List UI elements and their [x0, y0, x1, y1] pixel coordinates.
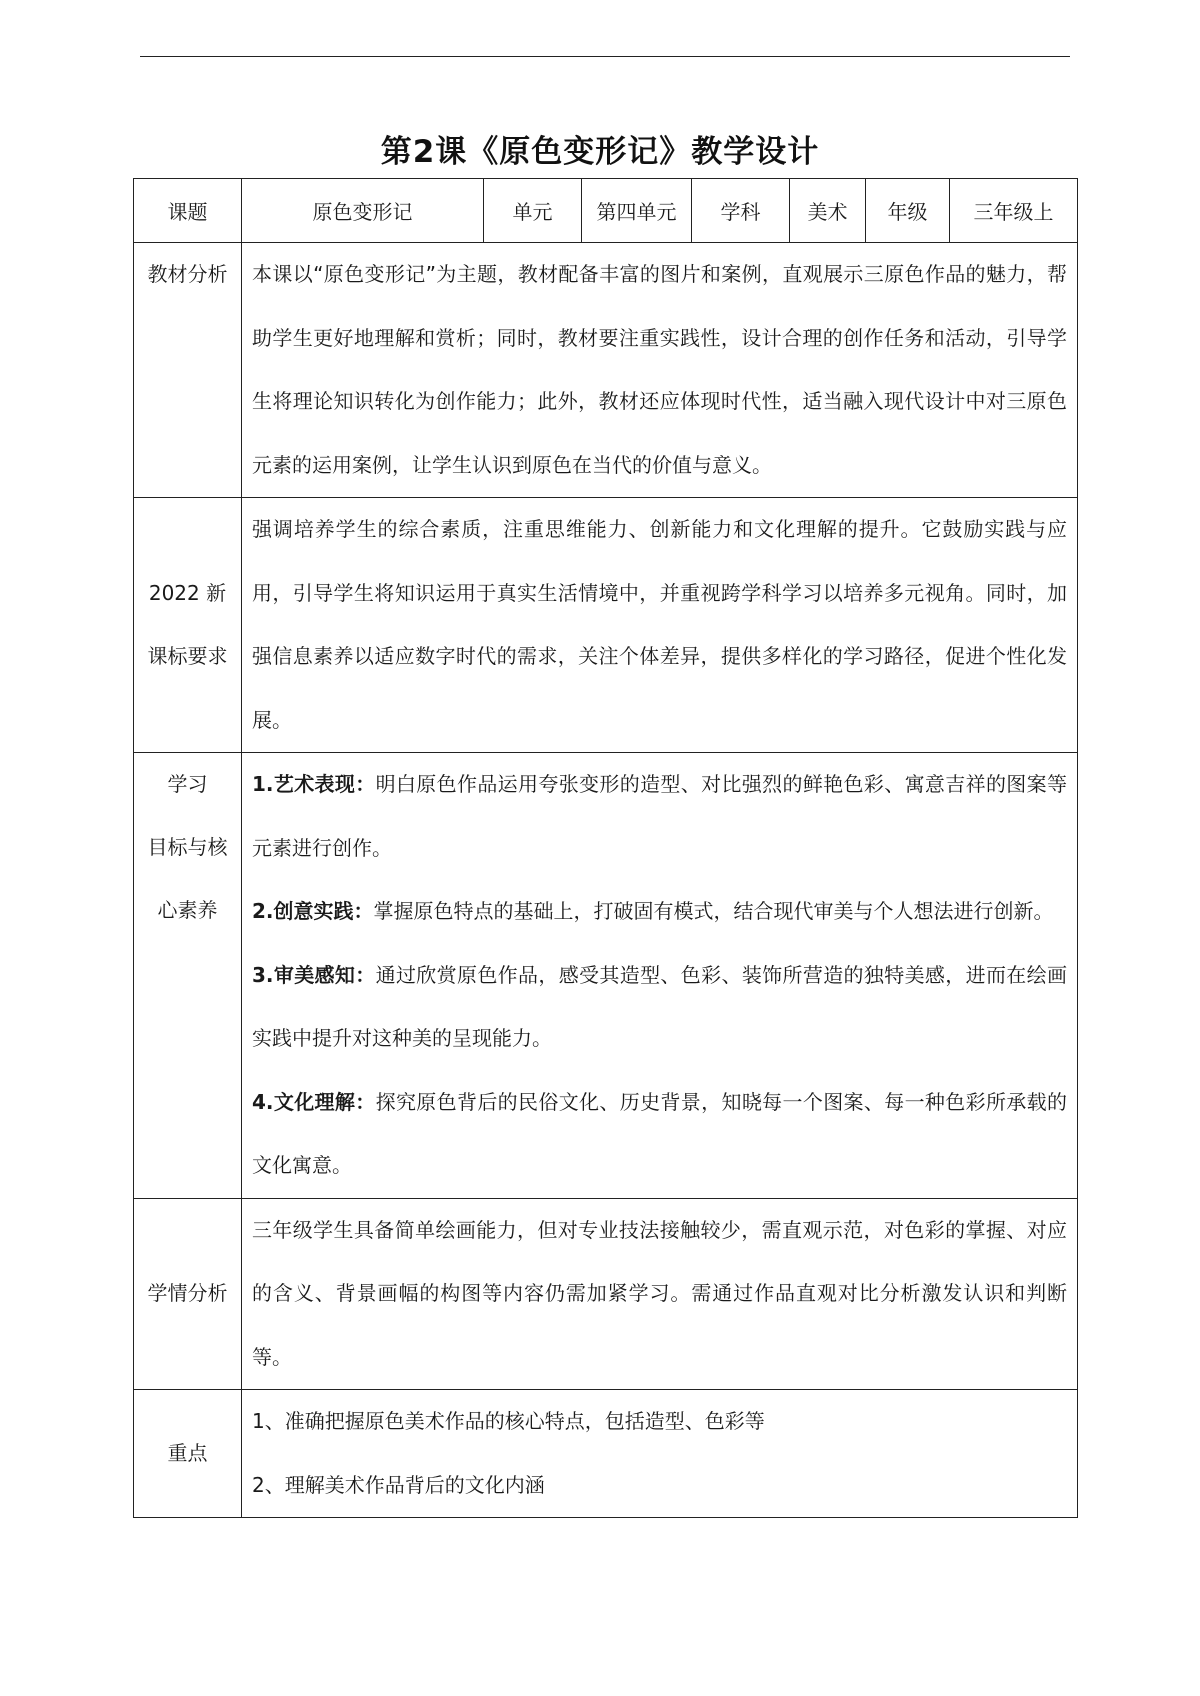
textbook-analysis-label-text: 教材分析 [147, 262, 228, 286]
learning-goals-label [134, 753, 242, 1199]
learner-analysis-label-text: 学情分析 [147, 1281, 228, 1306]
curriculum-standard-label [134, 498, 242, 753]
curriculum-standard-row [134, 498, 1078, 753]
curriculum-standard-label-line2: 课标要求 [147, 644, 228, 668]
learning-goals-label-line1: 学习 [167, 772, 208, 796]
key-point-item: 1、准确把握原色美术作品的核心特点，包括造型、色彩等 [252, 1409, 765, 1433]
goal-item [252, 880, 1067, 944]
lesson-plan-table [133, 178, 1078, 1518]
subject-label: 学科 [692, 179, 790, 243]
goal-item [252, 944, 1067, 1071]
goal-item [252, 1071, 1067, 1198]
goal-title: 3.审美感知： [252, 962, 376, 987]
learner-analysis-text: 三年级学生具备简单绘画能力，但对专业技法接触较少，需直观示范，对色彩的掌握、对应的含义、背景画幅的构图等内容仍需加紧学习。需通过作品直观对比分析激发认识和判断等。 [252, 1217, 1067, 1369]
header-row [134, 179, 1078, 243]
grade-label: 年级 [866, 179, 950, 243]
textbook-analysis-content [242, 243, 1078, 498]
learner-analysis-content [242, 1198, 1078, 1390]
textbook-analysis-row [134, 243, 1078, 498]
curriculum-standard-label-line1: 2022 新 [148, 581, 227, 605]
textbook-analysis-text: 本课以“原色变形记”为主题，教材配备丰富的图片和案例，直观展示三原色作品的魅力，帮助学生更好地理解和赏析；同时，教材要注重实践性，设计合理的创作任务和活动，引导学生将理论知识转化为创作能力；此外，教材还应体现时代性，适当融入现代设计中对三原色元素的运用案例，让学生认识到原色在当代的价值与意义。 [252, 262, 1067, 477]
key-point-item: 2、理解美术作品背后的文化内涵 [252, 1472, 545, 1497]
unit-value: 第四单元 [582, 179, 692, 243]
key-points-label-text: 重点 [167, 1441, 208, 1465]
textbook-analysis-label [134, 243, 242, 498]
curriculum-standard-content [242, 498, 1078, 753]
learner-analysis-row [134, 1198, 1078, 1390]
goal-text: 通过欣赏原色作品，感受其造型、色彩、装饰所营造的独特美感，进而在绘画实践中提升对这种美的呈现能力。 [252, 962, 1068, 1050]
goal-text: 掌握原色特点的基础上，打破固有模式，结合现代审美与个人想法进行创新。 [373, 899, 1054, 923]
learning-goals-row [134, 753, 1078, 1199]
key-points-content [242, 1390, 1078, 1518]
key-points-label [134, 1390, 242, 1518]
course-value: 原色变形记 [242, 179, 484, 243]
learning-goals-content [242, 753, 1078, 1199]
learning-goals-label-line3: 心素养 [157, 898, 218, 922]
goal-title: 1.艺术表现： [252, 772, 376, 796]
unit-label: 单元 [484, 179, 582, 243]
curriculum-standard-text: 强调培养学生的综合素质，注重思维能力、创新能力和文化理解的提升。它鼓励实践与应用，引导学生将知识运用于真实生活情境中，并重视跨学科学习以培养多元视角。同时，加强信息素养以适应数字时代的需求，关注个体差异，提供多样化的学习路径，促进个性化发展。 [252, 517, 1067, 732]
learner-analysis-label [134, 1198, 242, 1390]
course-label: 课题 [134, 179, 242, 243]
learning-goals-label-line2: 目标与核 [147, 835, 228, 859]
grade-value: 三年级上 [950, 179, 1078, 243]
subject-value: 美术 [790, 179, 866, 243]
key-points-row [134, 1390, 1078, 1518]
header-rule [140, 56, 1070, 57]
goal-text: 明白原色作品运用夸张变形的造型、对比强烈的鲜艳色彩、寓意吉祥的图案等元素进行创作。 [252, 772, 1068, 860]
goal-item [252, 753, 1067, 880]
goal-title: 2.创意实践： [252, 899, 374, 923]
goal-text: 探究原色背后的民俗文化、历史背景，知晓每一个图案、每一种色彩所承载的文化寓意。 [252, 1089, 1068, 1177]
goal-title: 4.文化理解： [252, 1089, 376, 1114]
document-title: 第2课《原色变形记》教学设计 [380, 134, 820, 170]
